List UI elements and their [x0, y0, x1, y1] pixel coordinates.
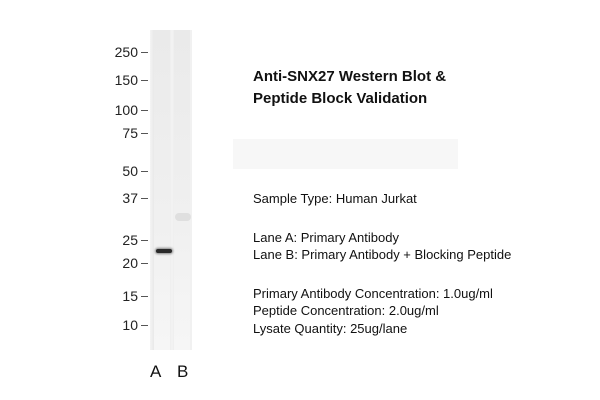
primary-antibody-concentration: Primary Antibody Concentration: 1.0ug/ml: [253, 286, 493, 301]
marker-tick-15: [141, 296, 148, 297]
lane-b-strip: [174, 30, 190, 350]
lane-label-a: A: [150, 362, 162, 381]
peptide-concentration: Peptide Concentration: 2.0ug/ml: [253, 303, 439, 318]
marker-label-50: 50: [122, 163, 138, 179]
marker-label-250: 250: [114, 44, 138, 60]
lane-a-description: Lane A: Primary Antibody: [253, 230, 399, 245]
marker-tick-150: [141, 80, 148, 81]
lane-b-faint-smudge: [175, 213, 191, 221]
marker-label-100: 100: [114, 102, 138, 118]
sample-type-text: Sample Type: Human Jurkat: [253, 191, 417, 206]
figure-title: [253, 66, 446, 110]
lane-a-band: [156, 249, 172, 253]
lane-a-strip: [154, 30, 170, 350]
lysate-quantity: Lysate Quantity: 25ug/lane: [253, 321, 408, 336]
marker-label-10: 10: [122, 317, 138, 333]
marker-label-20: 20: [122, 255, 138, 271]
faint-background-panel: [233, 139, 458, 169]
marker-label-75: 75: [122, 125, 138, 141]
marker-tick-20: [141, 263, 148, 264]
lane-b-description: Lane B: Primary Antibody + Blocking Peptide: [253, 247, 512, 262]
marker-label-150: 150: [114, 72, 138, 88]
marker-tick-250: [141, 52, 148, 53]
marker-tick-37: [141, 198, 148, 199]
lane-label-b: B: [177, 362, 189, 381]
marker-tick-50: [141, 171, 148, 172]
title-line-2: Peptide Block Validation: [253, 90, 428, 107]
marker-label-37: 37: [122, 190, 138, 206]
marker-tick-75: [141, 133, 148, 134]
marker-tick-10: [141, 325, 148, 326]
title-line-1: Anti-SNX27 Western Blot &: [253, 68, 447, 85]
marker-tick-100: [141, 110, 148, 111]
marker-label-25: 25: [122, 232, 138, 248]
marker-label-15: 15: [122, 288, 138, 304]
marker-tick-25: [141, 240, 148, 241]
